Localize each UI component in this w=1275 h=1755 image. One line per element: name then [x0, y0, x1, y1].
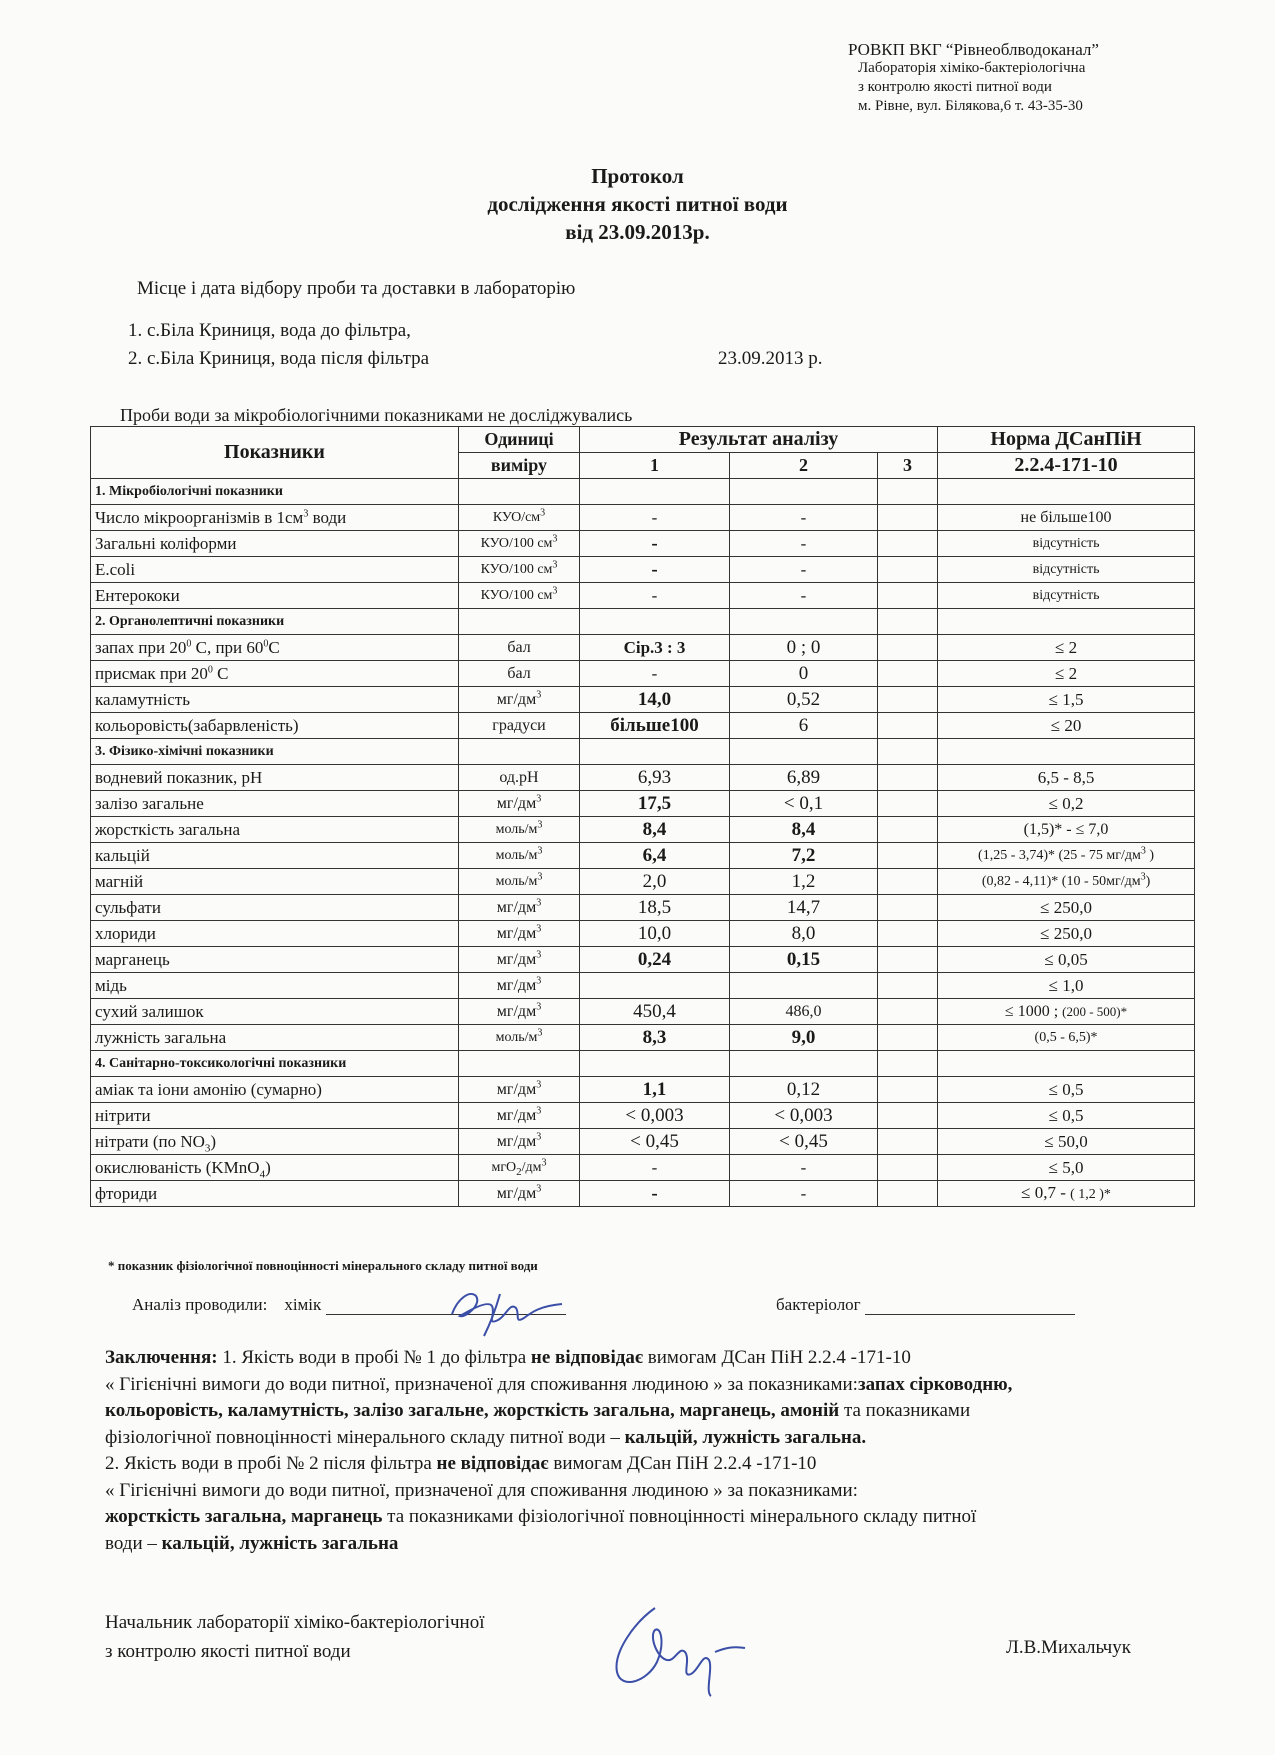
unit: моль/$м^3$ — [459, 817, 580, 843]
result-2: 1,2 — [730, 869, 878, 895]
sampling-date: 23.09.2013 р. — [718, 348, 823, 369]
result-2: 0 — [730, 661, 878, 687]
result-2: 8,4 — [730, 817, 878, 843]
result-1: - — [580, 505, 730, 531]
result-2: - — [730, 557, 878, 583]
unit: бал — [459, 661, 580, 687]
indicator-name: водневий показник, pH — [91, 765, 459, 791]
table-row — [91, 687, 1195, 713]
section-row — [91, 1051, 1195, 1077]
indicator-name: нітрати (по $NO_3$) — [91, 1129, 459, 1155]
result-1: 450,4 — [580, 999, 730, 1025]
conclusion: Заключення: 1. Якість води в пробі № 1 до фільтра не відповідає вимогам ДСан ПіН 2.2.4 -171-10 « Гігієнічні вимоги до води питної, призначеної для споживання людиною » за показниками:запах сірководню, кольоровість, каламутність, залізо загальне, жорсткість загальна, марганець, амоній та показниками фізіологічної повноцінності мінерального складу питної води – кальцій, лужність загальна. 2. Якість води в пробі № 2 після фільтра не відповідає вимогам ДСан ПіН 2.2.4 -171-10 « Гігієнічні вимоги до води питної, призначеної для споживання людиною » за показниками: жорсткість загальна, марганець та показниками фізіологічної повноцінності мінерального складу питної води – кальцій, лужність загальна — [105, 1347, 1013, 1554]
result-2: 14,7 — [730, 895, 878, 921]
unit: бал — [459, 635, 580, 661]
section-title: 3. Фізико-хімічні показники — [91, 739, 459, 765]
unit: $мг/дм^3$ — [459, 1103, 580, 1129]
result-2: 0,52 — [730, 687, 878, 713]
result-3 — [878, 843, 938, 869]
sampling-location-2: 2. с.Біла Криниця, вода після фільтра — [128, 348, 430, 369]
norm: ≤ 0,7 - ( 1,2 )* — [938, 1181, 1195, 1207]
unit: КУО/100 $см^3$ — [459, 583, 580, 609]
section-row — [91, 609, 1195, 635]
table-row — [91, 791, 1195, 817]
indicator-name: магній — [91, 869, 459, 895]
table-row — [91, 921, 1195, 947]
result-2: < 0,003 — [730, 1103, 878, 1129]
header-units-2: виміру — [459, 453, 580, 479]
result-2: 6 — [730, 713, 878, 739]
result-2: 7,2 — [730, 843, 878, 869]
result-1: - — [580, 531, 730, 557]
indicator-name: мідь — [91, 973, 459, 999]
indicator-name: Число мікроорганізмів в $1см^3$ води — [91, 505, 459, 531]
head-of-lab — [105, 1608, 484, 1666]
result-2: 8,0 — [730, 921, 878, 947]
unit: $мг/дм^3$ — [459, 947, 580, 973]
unit: $мг/дм^3$ — [459, 973, 580, 999]
unit: КУО/100 $см^3$ — [459, 531, 580, 557]
unit: $мг/дм^3$ — [459, 999, 580, 1025]
norm: не більше100 — [938, 505, 1195, 531]
result-1: 6,4 — [580, 843, 730, 869]
document-title — [0, 162, 1275, 246]
head-name: Л.В.Михальчук — [1006, 1637, 1131, 1658]
result-3 — [878, 895, 938, 921]
result-1: більше100 — [580, 713, 730, 739]
result-3 — [878, 1077, 938, 1103]
indicator-name: каламутність — [91, 687, 459, 713]
result-3 — [878, 1025, 938, 1051]
norm: (1,5)* - ≤ 7,0 — [938, 817, 1195, 843]
table-row — [91, 1077, 1195, 1103]
lab-name: Лабораторія хіміко-бактеріологічна — [858, 60, 1086, 76]
unit: градуси — [459, 713, 580, 739]
norm: ≤ 5,0 — [938, 1155, 1195, 1181]
result-3 — [878, 531, 938, 557]
lab-header — [848, 40, 1228, 116]
indicator-name: Загальні коліформи — [91, 531, 459, 557]
table-row — [91, 765, 1195, 791]
result-3 — [878, 1103, 938, 1129]
chemist-signature — [440, 1280, 570, 1338]
unit: $мг/дм^3$ — [459, 791, 580, 817]
indicator-name: E.coli — [91, 557, 459, 583]
result-2: - — [730, 583, 878, 609]
result-2: 0 ; 0 — [730, 635, 878, 661]
header-col-1: 1 — [580, 453, 730, 479]
section-row — [91, 479, 1195, 505]
result-1: 18,5 — [580, 895, 730, 921]
unit: $мгО_2/дм^3$ — [459, 1155, 580, 1181]
header-norm: Норма ДСанПіН — [938, 427, 1195, 453]
norm: ≤ 20 — [938, 713, 1195, 739]
result-3 — [878, 1155, 938, 1181]
title-line-1: Протокол — [591, 164, 684, 188]
sampling-label: Місце і дата відбору проби та доставки в лабораторію — [137, 278, 576, 299]
table-row — [91, 713, 1195, 739]
unit: $мг/дм^3$ — [459, 895, 580, 921]
section-title: 4. Санітарно-токсикологічні показники — [91, 1051, 459, 1077]
result-3 — [878, 713, 938, 739]
table-row — [91, 505, 1195, 531]
result-1: - — [580, 557, 730, 583]
table-row — [91, 1129, 1195, 1155]
indicator-name: кальцій — [91, 843, 459, 869]
result-2 — [730, 973, 878, 999]
result-3 — [878, 947, 938, 973]
unit: $мг/дм^3$ — [459, 687, 580, 713]
header-col-3: 3 — [878, 453, 938, 479]
indicator-name: запах при $20^0$ С, при $60^0С$ — [91, 635, 459, 661]
table-row — [91, 973, 1195, 999]
result-3 — [878, 505, 938, 531]
table-row — [91, 557, 1195, 583]
result-3 — [878, 687, 938, 713]
norm: ≤ 2 — [938, 661, 1195, 687]
norm: відсутність — [938, 583, 1195, 609]
norm: ≤ 0,5 — [938, 1077, 1195, 1103]
head-title-2: з контролю якості питної води — [105, 1641, 351, 1662]
table-row — [91, 1181, 1195, 1207]
norm: 6,5 - 8,5 — [938, 765, 1195, 791]
norm: ≤ 1,5 — [938, 687, 1195, 713]
bacteriologist-signature-line — [865, 1296, 1075, 1315]
header-indicators: Показники — [91, 427, 459, 479]
result-1: < 0,45 — [580, 1129, 730, 1155]
unit: $мг/дм^3$ — [459, 921, 580, 947]
result-1: 8,4 — [580, 817, 730, 843]
result-1: 8,3 — [580, 1025, 730, 1051]
indicator-name: окислюваність (KMnO$_4$) — [91, 1155, 459, 1181]
indicator-name: марганець — [91, 947, 459, 973]
unit: моль/$м^3$ — [459, 843, 580, 869]
unit: $мг/дм^3$ — [459, 1129, 580, 1155]
norm: (0,82 - 4,11)* $(10 - 50мг/дм^3)$ — [938, 869, 1195, 895]
header-col-2: 2 — [730, 453, 878, 479]
indicator-name: хлориди — [91, 921, 459, 947]
table-row — [91, 583, 1195, 609]
norm: відсутність — [938, 557, 1195, 583]
result-1: 10,0 — [580, 921, 730, 947]
table-row — [91, 531, 1195, 557]
norm: ≤ 50,0 — [938, 1129, 1195, 1155]
result-2: 0,12 — [730, 1077, 878, 1103]
result-1: - — [580, 661, 730, 687]
indicator-name: аміак та іони амонію (сумарно) — [91, 1077, 459, 1103]
result-3 — [878, 817, 938, 843]
result-3 — [878, 635, 938, 661]
table-row — [91, 999, 1195, 1025]
result-1: - — [580, 1181, 730, 1207]
header-result: Результат аналізу — [580, 427, 938, 453]
indicator-name: кольоровість(забарвленість) — [91, 713, 459, 739]
result-2: 0,15 — [730, 947, 878, 973]
indicator-name: Ентерококи — [91, 583, 459, 609]
result-2: 486,0 — [730, 999, 878, 1025]
analysis-bacteriologist — [776, 1295, 1075, 1315]
table-row — [91, 661, 1195, 687]
result-2: - — [730, 1155, 878, 1181]
unit: од.pH — [459, 765, 580, 791]
section-title: 1. Мікробіологічні показники — [91, 479, 459, 505]
table-row — [91, 817, 1195, 843]
unit: $мг/дм^3$ — [459, 1181, 580, 1207]
result-3 — [878, 921, 938, 947]
result-2: < 0,45 — [730, 1129, 878, 1155]
indicator-name: сухий залишок — [91, 999, 459, 1025]
unit: моль/$м^3$ — [459, 869, 580, 895]
section-title: 2. Органолептичні показники — [91, 609, 459, 635]
norm: ≤ 2 — [938, 635, 1195, 661]
org-name: РОВКП ВКГ “Рівнеоблводоканал” — [848, 40, 1099, 59]
result-1: < 0,003 — [580, 1103, 730, 1129]
table-row — [91, 947, 1195, 973]
result-2: 6,89 — [730, 765, 878, 791]
footnote: * показник фізіологічної повноцінності мінерального складу питної води — [108, 1258, 538, 1273]
result-2: 9,0 — [730, 1025, 878, 1051]
result-3 — [878, 583, 938, 609]
lab-address: м. Рівне, вул. Білякова,6 т. 43-35-30 — [858, 98, 1083, 114]
norm: ≤ 0,5 — [938, 1103, 1195, 1129]
result-1: 17,5 — [580, 791, 730, 817]
table-row — [91, 895, 1195, 921]
result-1: - — [580, 583, 730, 609]
unit: моль/$м^3$ — [459, 1025, 580, 1051]
head-title-1: Начальник лабораторії хіміко-бактеріологічної — [105, 1612, 485, 1633]
result-1: 2,0 — [580, 869, 730, 895]
header-norm-2: 2.2.4-171-10 — [938, 453, 1195, 479]
indicator-name: залізо загальне — [91, 791, 459, 817]
bacteriologist-label: бактеріолог — [776, 1295, 861, 1314]
indicator-name: фториди — [91, 1181, 459, 1207]
indicator-name: присмак при $20^0$ С — [91, 661, 459, 687]
indicator-name: сульфати — [91, 895, 459, 921]
section-row — [91, 739, 1195, 765]
result-3 — [878, 791, 938, 817]
lab-name-2: з контролю якості питної води — [858, 79, 1052, 95]
unit: $мг/дм^3$ — [459, 1077, 580, 1103]
title-line-2: дослідження якості питної води — [487, 192, 788, 216]
micro-note: Проби води за мікробіологічними показниками не досліджувались — [120, 405, 633, 425]
result-1: 1,1 — [580, 1077, 730, 1103]
indicator-name: нітрити — [91, 1103, 459, 1129]
head-signature — [595, 1600, 765, 1700]
table-row — [91, 635, 1195, 661]
norm: (0,5 - 6,5)* — [938, 1025, 1195, 1051]
title-line-3: від 23.09.2013р. — [565, 220, 710, 244]
result-3 — [878, 973, 938, 999]
table-row — [91, 843, 1195, 869]
norm: ≤ 1000 ; (200 - 500)* — [938, 999, 1195, 1025]
result-2: < 0,1 — [730, 791, 878, 817]
unit: КУО/$см^3$ — [459, 505, 580, 531]
result-3 — [878, 1181, 938, 1207]
result-3 — [878, 999, 938, 1025]
norm: ≤ 1,0 — [938, 973, 1195, 999]
table-header-row — [91, 427, 1195, 453]
sampling-location-1: 1. с.Біла Криниця, вода до фільтра, — [128, 320, 411, 341]
result-2: - — [730, 1181, 878, 1207]
result-2: - — [730, 531, 878, 557]
result-1: Сір.3 : 3 — [580, 635, 730, 661]
norm: ≤ 250,0 — [938, 895, 1195, 921]
table-row — [91, 1155, 1195, 1181]
norm: ≤ 250,0 — [938, 921, 1195, 947]
result-3 — [878, 765, 938, 791]
indicator-name: жорсткість загальна — [91, 817, 459, 843]
table-row — [91, 869, 1195, 895]
result-3 — [878, 557, 938, 583]
results-table — [90, 426, 1195, 1207]
table-row — [91, 1025, 1195, 1051]
analysis-label: Аналіз проводили: — [132, 1295, 268, 1314]
result-3 — [878, 661, 938, 687]
indicator-name: лужність загальна — [91, 1025, 459, 1051]
result-2: - — [730, 505, 878, 531]
result-1: 14,0 — [580, 687, 730, 713]
norm: (1,25 - 3,74)* (25 - 75 $мг/дм^3$ ) — [938, 843, 1195, 869]
result-1: 0,24 — [580, 947, 730, 973]
result-1: 6,93 — [580, 765, 730, 791]
norm: ≤ 0,05 — [938, 947, 1195, 973]
norm: відсутність — [938, 531, 1195, 557]
result-1: - — [580, 1155, 730, 1181]
unit: КУО/100 $см^3$ — [459, 557, 580, 583]
result-1 — [580, 973, 730, 999]
chemist-label: хімік — [284, 1295, 322, 1314]
result-3 — [878, 1129, 938, 1155]
result-3 — [878, 869, 938, 895]
table-row — [91, 1103, 1195, 1129]
norm: ≤ 0,2 — [938, 791, 1195, 817]
header-units: Одиниці — [459, 427, 580, 453]
